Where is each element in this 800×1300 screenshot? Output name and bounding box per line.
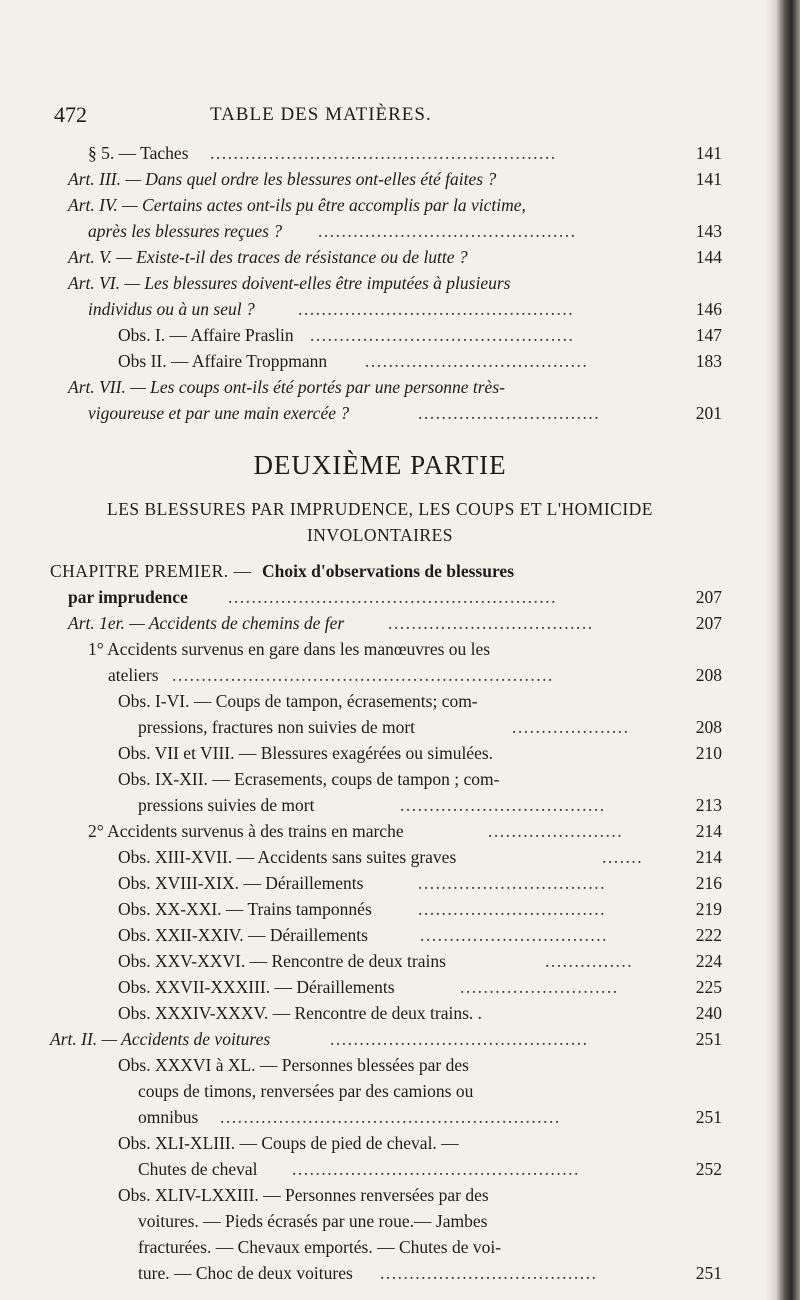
- toc-entry: ture. — Choc de deux voitures ..................................... 251: [138, 1263, 722, 1283]
- toc-entry: Obs. XXII-XXIV. — Déraillements ................................ 222: [118, 925, 722, 945]
- toc-entry: Obs. XIII-XVII. — Accidents sans suites graves ....... 214: [118, 847, 722, 867]
- toc-entry: 1° Accidents survenus en gare dans les manœuvres ou les: [88, 639, 491, 659]
- toc-entry: ateliers ................................................................. 208: [108, 665, 722, 685]
- toc-entry: voitures. — Pieds écrasés par une roue.— Jambes: [138, 1211, 488, 1231]
- toc-entry: Obs. XVIII-XIX. — Déraillements ................................ 216: [118, 873, 722, 893]
- toc-entry: Art. II. — Accidents de voitures ............................................ 251: [50, 1029, 722, 1049]
- page-edge-shadow: [766, 0, 800, 1300]
- toc-entry: § 5. — Taches ........................................................... 141: [88, 143, 722, 163]
- toc-entry: omnibus .......................................................... 251: [138, 1107, 722, 1127]
- part-subtitle-line2: INVOLONTAIRES: [306, 525, 454, 545]
- toc-entry: Art. 1er. — Accidents de chemins de fer ................................... 207: [68, 613, 722, 633]
- toc-entry: Obs. I-VI. — Coups de tampon, écrasements; com-: [118, 691, 478, 711]
- toc-entry: Art. VI. — Les blessures doivent-elles être imputées à plusieurs: [68, 273, 511, 293]
- toc-entry: après les blessures reçues ? ............................................ 143: [88, 221, 722, 241]
- page-number: 472: [54, 102, 87, 127]
- toc-entry: fracturées. — Chevaux emportés. — Chutes de voi-: [138, 1237, 502, 1257]
- toc-entry: pressions suivies de mort ................................... 213: [138, 795, 722, 815]
- part-subtitle-line1: LES BLESSURES PAR IMPRUDENCE, LES COUPS ET L'HOMICIDE: [107, 499, 653, 519]
- toc-entry: Obs. VII et VIII. — Blessures exagérées ou simulées. 210: [118, 743, 722, 763]
- chapter-heading: CHAPITRE PREMIER. — Choix d'observations de blessures: [50, 561, 515, 581]
- toc-entry: Art. V. — Existe-t-il des traces de résistance ou de lutte ? 144: [68, 247, 722, 267]
- toc-entry: Obs. XXXIV-XXXV. — Rencontre de deux trains. . 240: [118, 1003, 722, 1023]
- toc-entry: Obs II. — Affaire Troppmann ...................................... 183: [118, 351, 722, 371]
- chapter-heading: par imprudence ........................................................ 207: [68, 587, 722, 607]
- toc-entry: 2° Accidents survenus à des trains en marche ....................... 214: [88, 821, 722, 841]
- toc-entry: individus ou à un seul ? ............................................... 146: [88, 299, 722, 319]
- toc-entry: coups de timons, renversées par des camions ou: [138, 1081, 474, 1101]
- toc-entry: Obs. XLIV-LXXIII. — Personnes renversées par des: [118, 1185, 489, 1205]
- toc-entry: Obs. I. — Affaire Praslin ............................................. 147: [118, 325, 722, 345]
- toc-entry: Obs. XLI-XLIII. — Coups de pied de cheval. —: [118, 1133, 459, 1153]
- toc-entry: Obs. XXXVI à XL. — Personnes blessées par des: [118, 1055, 469, 1075]
- toc-entry: Art. III. — Dans quel ordre les blessures ont-elles été faites ? 141: [68, 169, 722, 189]
- part-title: DEUXIÈME PARTIE: [253, 450, 507, 480]
- toc-entry: Art. VII. — Les coups ont-ils été portés par une personne très-: [68, 377, 505, 397]
- toc-entry: Obs. XXV-XXVI. — Rencontre de deux trains ............... 224: [118, 951, 722, 971]
- running-head: TABLE DES MATIÈRES.: [210, 104, 432, 125]
- toc-entry: Obs. XXVII-XXXIII. — Déraillements ........................... 225: [118, 977, 722, 997]
- toc-entry: pressions, fractures non suivies de mort .................... 208: [138, 717, 722, 737]
- toc-entry: Obs. IX-XII. — Ecrasements, coups de tampon ; com-: [118, 769, 500, 789]
- toc-entry: vigoureuse et par une main exercée ? ............................... 201: [88, 403, 722, 423]
- toc-entry: Art. IV. — Certains actes ont-ils pu être accomplis par la victime,: [68, 195, 526, 215]
- toc-entry: Obs. XX-XXI. — Trains tamponnés ................................ 219: [118, 899, 722, 919]
- toc-entry: Chutes de cheval ................................................. 252: [138, 1159, 722, 1179]
- page-header: [50, 102, 750, 132]
